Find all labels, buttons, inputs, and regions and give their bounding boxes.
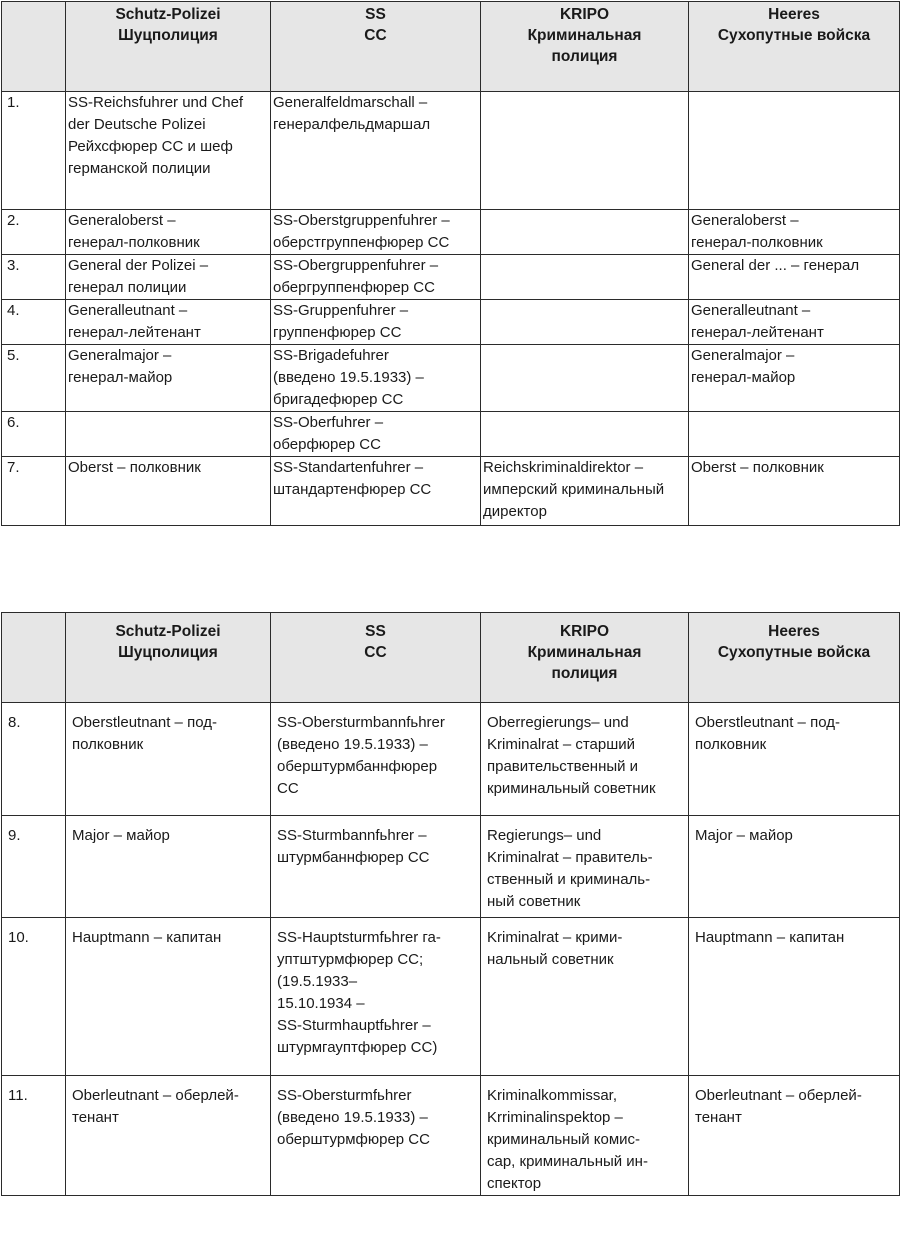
cell-line: Рейхсфюрер СС и шеф [68, 138, 233, 155]
table-row [2, 210, 900, 255]
cell-ss [271, 300, 481, 345]
cell-line: оберштурмбаннфюрер [277, 758, 438, 775]
cell-line: Krriminalinspektop – [487, 1109, 623, 1126]
cell-kripo [481, 1076, 689, 1196]
cell-rank-number: 4. [2, 300, 66, 345]
cell-schutz-polizei [66, 92, 271, 210]
cell-line: Generaloberst – [68, 212, 176, 229]
cell-line: SS-Obersturmfьhrer [277, 1087, 412, 1104]
cell-line: SS-Obergruppenfuhrer – [273, 257, 439, 274]
cell-kripo [481, 300, 689, 345]
ranks-table-1 [1, 1, 900, 526]
cell-line: Oberst – полковник [691, 459, 824, 476]
cell-line: Oberregierungs– und [487, 714, 629, 731]
table-row [2, 918, 900, 1076]
cell-schutz-polizei [66, 457, 271, 526]
table-header-row [2, 2, 900, 92]
cell-line: Regierungs– und [487, 827, 602, 844]
cell-schutz-polizei [66, 703, 271, 816]
cell-line: штурмбаннфюрер СС [277, 849, 430, 866]
cell-ss [271, 703, 481, 816]
cell-line: оберштурмфюрер СС [277, 1131, 430, 1148]
cell-line: ственный и криминаль- [487, 871, 651, 888]
cell-heeres [689, 918, 900, 1076]
cell-line: SS-Oberfuhrer – [273, 414, 384, 431]
cell-ss [271, 345, 481, 412]
header-num [2, 2, 66, 92]
ranks-table-2 [1, 612, 900, 1196]
cell-line: Kriminalkommissar, [487, 1087, 618, 1104]
cell-kripo [481, 255, 689, 300]
cell-ss [271, 210, 481, 255]
cell-line: генерал-полковник [691, 234, 823, 251]
cell-heeres [689, 457, 900, 526]
cell-rank-number: 1. [2, 92, 66, 210]
header-kripo: KRIPO Криминальная полиция [481, 2, 689, 92]
table-header-row [2, 613, 900, 703]
cell-rank-number: 7. [2, 457, 66, 526]
cell-line: Generalmajor – [691, 347, 795, 364]
cell-schutz-polizei [66, 412, 271, 457]
cell-line: Kriminalrat – правитель- [487, 849, 653, 866]
cell-rank-number: 2. [2, 210, 66, 255]
cell-line: Generalfeldmarschall – [273, 94, 428, 111]
header-ss: SS CC [271, 613, 481, 703]
cell-line: SS-Gruppenfuhrer – [273, 302, 409, 319]
cell-schutz-polizei [66, 300, 271, 345]
cell-ss [271, 412, 481, 457]
header-heeres: Heeres Сухопутные войска [689, 613, 900, 703]
cell-line: имперский криминальный [483, 481, 665, 498]
table-row [2, 412, 900, 457]
cell-line: ный советник [487, 893, 581, 910]
cell-ss [271, 457, 481, 526]
cell-rank-number: 8. [2, 703, 66, 816]
cell-line: полковник [695, 736, 767, 753]
cell-line: генералфельдмаршал [273, 116, 431, 133]
cell-line: уптштурмфюрер СС; [277, 951, 424, 968]
cell-line: полковник [72, 736, 144, 753]
header-ss: SS CC [271, 2, 481, 92]
cell-line: сар, криминальный ин- [487, 1153, 648, 1170]
cell-ss [271, 816, 481, 918]
cell-schutz-polizei [66, 1076, 271, 1196]
cell-line: 15.10.1934 – [277, 995, 365, 1012]
cell-line: Oberstleutnant – под- [695, 714, 840, 731]
cell-kripo [481, 816, 689, 918]
cell-schutz-polizei [66, 816, 271, 918]
header-num [2, 613, 66, 703]
cell-line: Hauptmann – капитан [695, 929, 845, 946]
cell-kripo [481, 92, 689, 210]
cell-rank-number: 6. [2, 412, 66, 457]
cell-line: SS-Oberstgruppenfuhrer – [273, 212, 450, 229]
cell-ss [271, 92, 481, 210]
table-row [2, 92, 900, 210]
table-row [2, 703, 900, 816]
cell-line: Major – майор [695, 827, 793, 844]
cell-rank-number: 11. [2, 1076, 66, 1196]
cell-line: генерал-лейтенант [68, 324, 201, 341]
cell-line: нальный советник [487, 951, 614, 968]
cell-line: (введено 19.5.1933) – [277, 736, 428, 753]
cell-line: Reichskriminaldirektor – [483, 459, 644, 476]
table-row [2, 816, 900, 918]
cell-line: германской полиции [68, 160, 211, 177]
cell-line: SS-Sturmbannfьhrer – [277, 827, 427, 844]
cell-line: SS-Brigadefuhrer [273, 347, 389, 364]
cell-heeres [689, 1076, 900, 1196]
cell-line: СС [277, 780, 299, 797]
cell-line: (19.5.1933– [277, 973, 358, 990]
cell-line: SS-Reichsfuhrer und Chef [68, 94, 244, 111]
cell-ss [271, 1076, 481, 1196]
cell-line: Oberst – полковник [68, 459, 201, 476]
cell-heeres [689, 703, 900, 816]
cell-line: криминальный комис- [487, 1131, 641, 1148]
cell-line: генерал-полковник [68, 234, 200, 251]
cell-line: оберфюрер СС [273, 436, 381, 453]
cell-line: группенфюрер СС [273, 324, 402, 341]
cell-schutz-polizei [66, 918, 271, 1076]
cell-line: SS-Standartenfuhrer – [273, 459, 424, 476]
cell-line: General der ... – генерал [691, 257, 860, 274]
table-row [2, 255, 900, 300]
cell-line: оберстгруппенфюрер СС [273, 234, 450, 251]
cell-line: Generalleutnant – [691, 302, 811, 319]
cell-line: тенант [72, 1109, 119, 1126]
cell-kripo [481, 918, 689, 1076]
cell-line: криминальный советник [487, 780, 656, 797]
cell-ss [271, 918, 481, 1076]
cell-line: штурмгауптфюрер СС) [277, 1039, 438, 1056]
cell-ss [271, 255, 481, 300]
cell-line: SS-Obersturmbannfьhrer [277, 714, 445, 731]
cell-line: Kriminalrat – старший [487, 736, 636, 753]
cell-kripo [481, 412, 689, 457]
cell-line: Generalmajor – [68, 347, 172, 364]
cell-line: der Deutsche Polizei [68, 116, 206, 133]
cell-kripo [481, 345, 689, 412]
table-row [2, 457, 900, 526]
cell-line: Kriminalrat – крими- [487, 929, 623, 946]
cell-line: (введено 19.5.1933) – [273, 369, 424, 386]
cell-kripo [481, 703, 689, 816]
cell-heeres [689, 300, 900, 345]
cell-line: Oberstleutnant – под- [72, 714, 217, 731]
cell-line: (введено 19.5.1933) – [277, 1109, 428, 1126]
cell-line: спектор [487, 1175, 542, 1192]
cell-line: генерал-майор [68, 369, 173, 386]
table-row [2, 345, 900, 412]
table-row [2, 300, 900, 345]
cell-line: Generalleutnant – [68, 302, 188, 319]
cell-heeres [689, 92, 900, 210]
cell-schutz-polizei [66, 210, 271, 255]
cell-line: генерал-лейтенант [691, 324, 824, 341]
cell-line: генерал-майор [691, 369, 796, 386]
cell-line: Hauptmann – капитан [72, 929, 222, 946]
header-kripo: KRIPO Криминальная полиция [481, 613, 689, 703]
cell-line: Oberleutnant – оберлей- [695, 1087, 862, 1104]
cell-line: обергруппенфюрер СС [273, 279, 435, 296]
cell-line: штандартенфюрер СС [273, 481, 432, 498]
header-heeres: Heeres Сухопутные войска [689, 2, 900, 92]
cell-rank-number: 5. [2, 345, 66, 412]
table-row [2, 1076, 900, 1196]
cell-line: General der Polizei – [68, 257, 209, 274]
cell-line: генерал полиции [68, 279, 187, 296]
header-schutz-polizei: Schutz-Polizei Шуцполиция [66, 2, 271, 92]
cell-line: Oberleutnant – оберлей- [72, 1087, 239, 1104]
cell-heeres [689, 412, 900, 457]
header-schutz-polizei: Schutz-Polizei Шуцполиция [66, 613, 271, 703]
cell-rank-number: 3. [2, 255, 66, 300]
cell-line: бригадефюрер СС [273, 391, 404, 408]
cell-rank-number: 10. [2, 918, 66, 1076]
cell-line: SS-Sturmhauptfьhrer – [277, 1017, 431, 1034]
cell-heeres [689, 210, 900, 255]
cell-line: директор [483, 503, 547, 520]
cell-kripo [481, 210, 689, 255]
cell-rank-number: 9. [2, 816, 66, 918]
cell-schutz-polizei [66, 255, 271, 300]
cell-line: тенант [695, 1109, 742, 1126]
cell-schutz-polizei [66, 345, 271, 412]
cell-heeres [689, 255, 900, 300]
cell-kripo [481, 457, 689, 526]
cell-line: SS-Hauptsturmfьhrer га- [277, 929, 441, 946]
cell-line: Generaloberst – [691, 212, 799, 229]
cell-line: Major – майор [72, 827, 170, 844]
cell-line: правительственный и [487, 758, 639, 775]
cell-heeres [689, 816, 900, 918]
cell-heeres [689, 345, 900, 412]
